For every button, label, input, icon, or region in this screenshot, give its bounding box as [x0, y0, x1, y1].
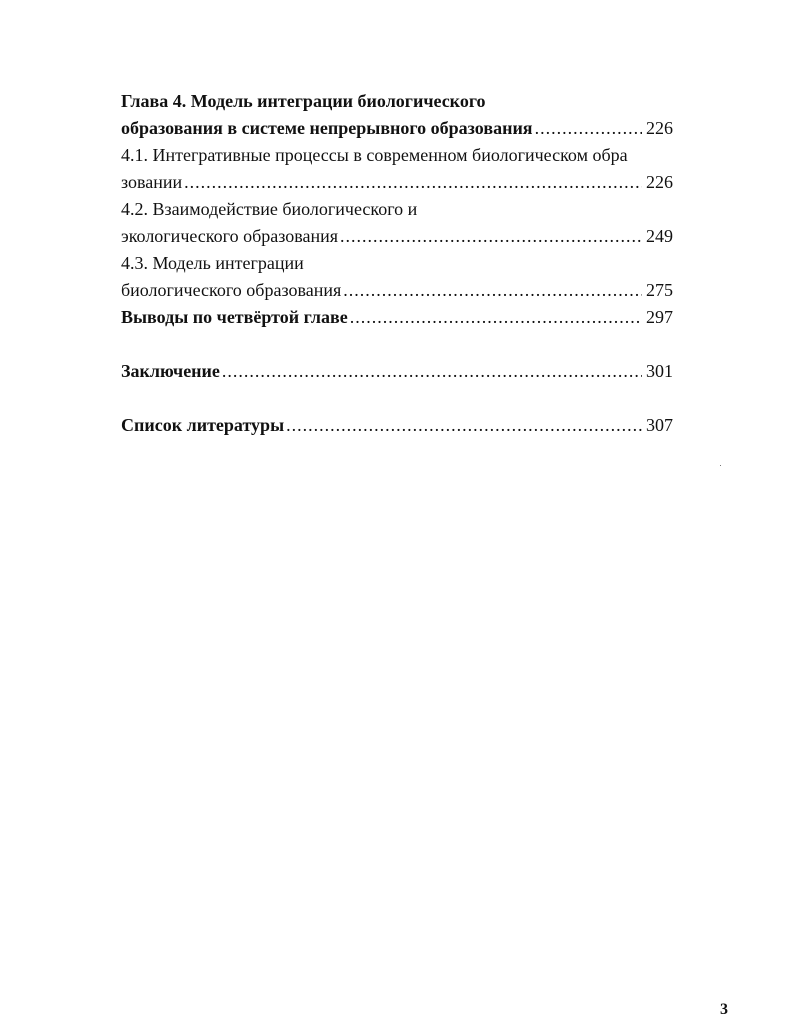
toc-section-4-2-line1 [121, 198, 673, 220]
toc-summary-label: Заключение [121, 361, 220, 381]
toc-leader-dots [184, 171, 642, 193]
toc-section-4-3-text1: 4.3. Модель интеграции [121, 253, 304, 273]
toc-section-4-3-page: 275 [646, 280, 673, 300]
toc-summary-entry[interactable] [121, 360, 673, 382]
toc-section-4-2-entry[interactable] [121, 225, 673, 247]
toc-section-4-1-text1: 4.1. Интегративные процессы в современном биологическом обра [121, 145, 628, 165]
page-number: 3 [720, 1001, 728, 1018]
toc-section-4-3-line1 [121, 252, 673, 274]
toc-summary-page: 301 [646, 361, 673, 381]
toc-section-4-3-entry[interactable] [121, 279, 673, 301]
toc-section-4-1-text2: зовании [121, 172, 183, 192]
toc-chapter4-title-line1 [121, 90, 673, 112]
toc-section-4-1-entry[interactable] [121, 171, 673, 193]
toc-references-page: 307 [646, 415, 673, 435]
toc-chapter4-title-text2: образования в системе непрерывного образования [121, 118, 533, 138]
toc-section-4-1-page: 226 [646, 172, 673, 192]
toc-conclusions-page: 297 [646, 307, 673, 327]
toc-references-entry[interactable] [121, 414, 673, 436]
toc-section-4-1-line1 [121, 144, 673, 166]
toc-references-label: Список литературы [121, 415, 285, 435]
toc-leader-dots [350, 306, 642, 328]
toc-conclusions-label: Выводы по четвёртой главе [121, 307, 348, 327]
toc-section-4-2-text1: 4.2. Взаимодействие биологического и [121, 199, 418, 219]
scan-speck [720, 465, 721, 466]
toc-leader-dots [286, 414, 642, 436]
toc-leader-dots [343, 279, 642, 301]
toc-section-4-2-page: 249 [646, 226, 673, 246]
toc-chapter4-page: 226 [646, 118, 673, 138]
toc-section-4-2-text2: экологического образования [121, 226, 339, 246]
toc-leader-dots [340, 225, 642, 247]
toc-conclusions-entry[interactable] [121, 306, 673, 328]
toc-section-4-3-text2: биологического образования [121, 280, 342, 300]
toc-chapter4-title-text1: Глава 4. Модель интеграции биологического [121, 91, 486, 111]
toc-leader-dots [535, 117, 642, 139]
toc-chapter4-entry[interactable] [121, 117, 673, 139]
toc-leader-dots [222, 360, 642, 382]
